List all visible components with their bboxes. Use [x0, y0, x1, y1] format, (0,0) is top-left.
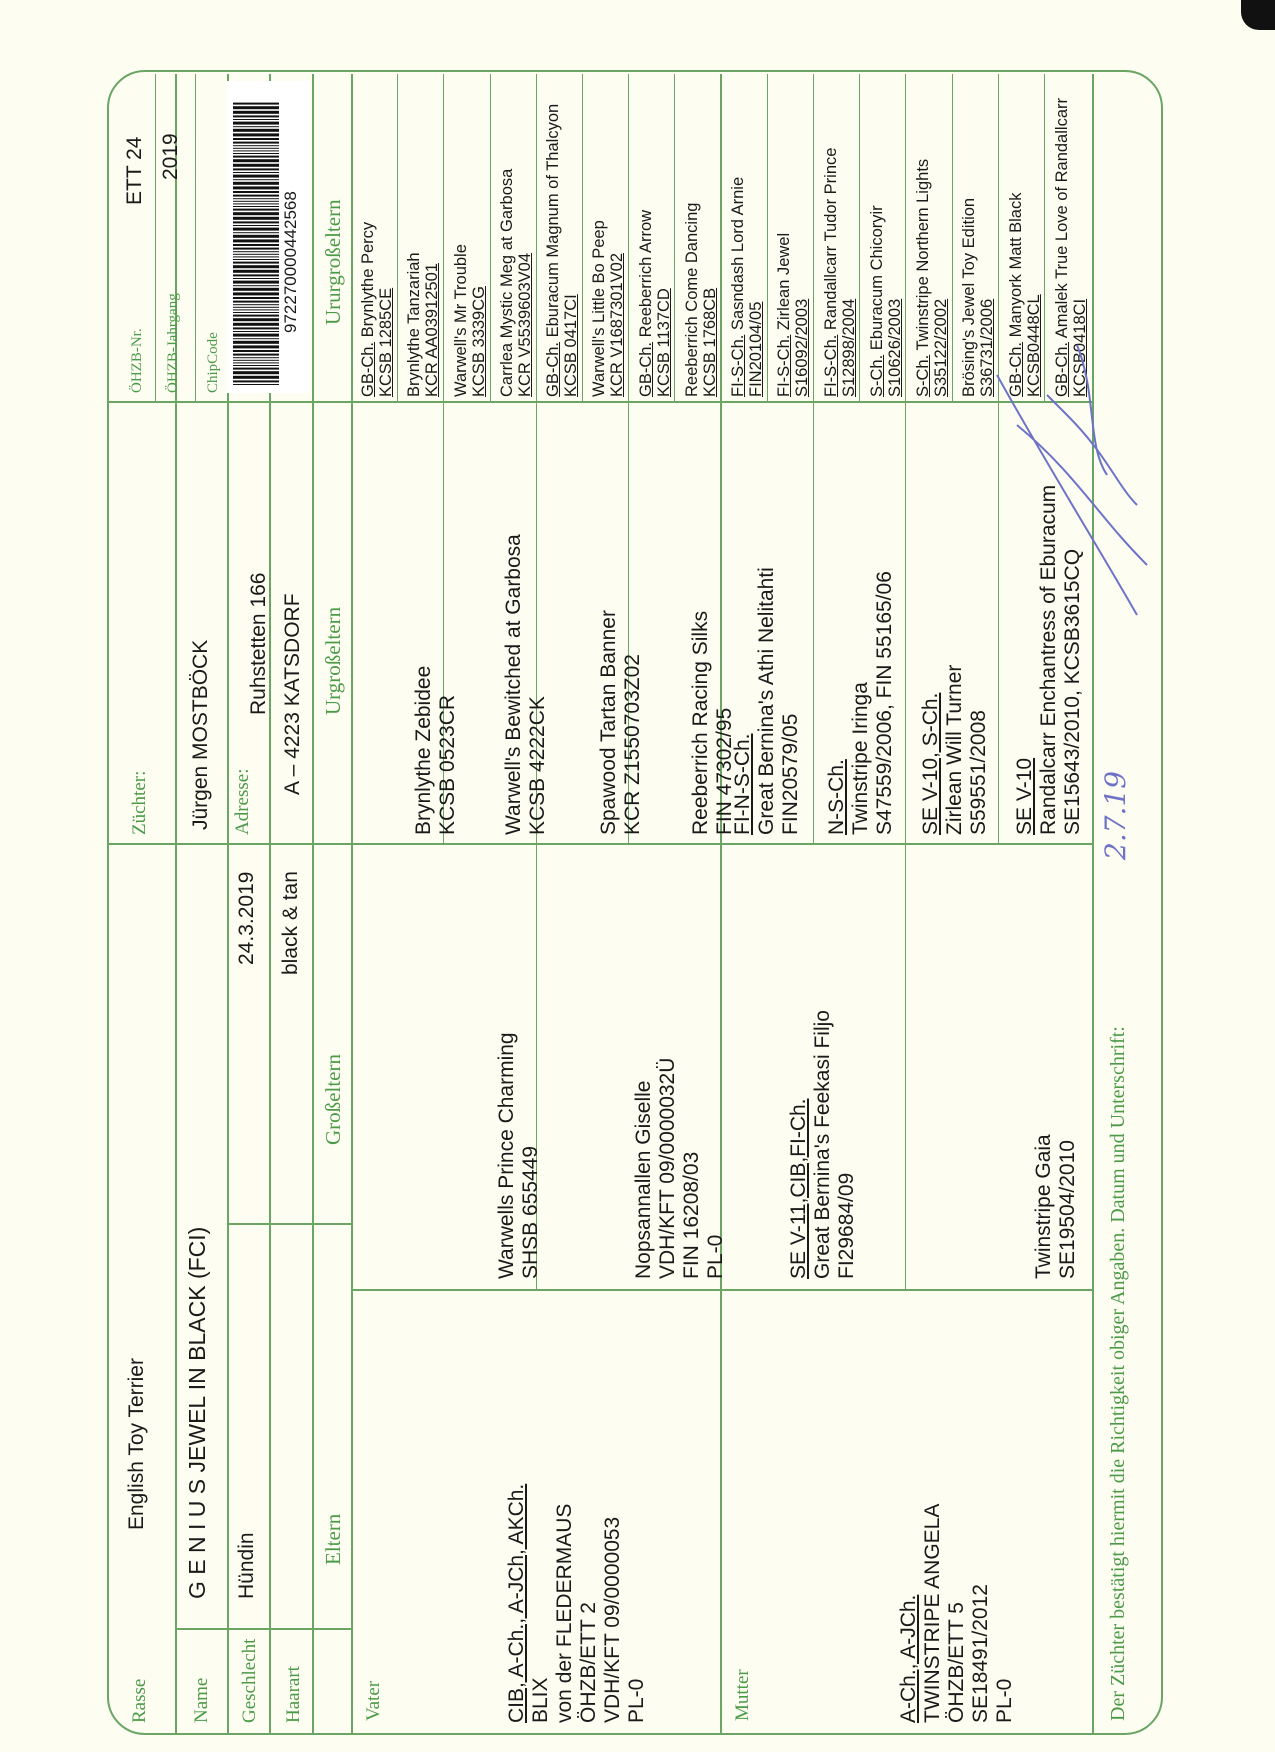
barcode-bar [233, 209, 279, 211]
ururgrosseltern-entry [775, 233, 811, 397]
ururgrosseltern-reg: KCSB 3339CG [469, 286, 488, 397]
barcode-bar [233, 217, 279, 220]
ururgrosseltern-title: GB-Ch. [359, 341, 377, 397]
sixteenth-divider [582, 74, 583, 403]
great-grandparent-line: Great Bernina's Athi Nelitahti [755, 567, 778, 835]
barcode-bar [233, 254, 279, 255]
great-grandparent-line: Twinstripe Iringa [849, 682, 872, 835]
grandparent-line: PL-0 [704, 1234, 727, 1279]
geburtsdatum-value: 24.3.2019 [235, 871, 258, 965]
great-grandparent-line: KCSB 4222CK [526, 696, 549, 835]
chipcode-label: ChipCode [205, 332, 221, 393]
ohzb-jahrgang-value: 2019 [159, 133, 182, 180]
great-grandparent-entry [919, 665, 991, 835]
great-grandparent-title: N-S-Ch. [825, 759, 848, 835]
barcode-bar [233, 119, 279, 120]
ururgrosseltern-title: FI-S-Ch. [729, 334, 747, 397]
barcode-bar [233, 304, 279, 305]
chipcode-sticker [227, 81, 309, 393]
footer-confirmation: Der Züchter bestätigt hiermit die Richtigkeit obiger Angaben. Datum und Unterschrift: [1107, 1026, 1129, 1721]
handwritten-signature [987, 325, 1157, 625]
barcode-bar [233, 368, 279, 370]
ururgrosseltern-reg: KCSB0448CL [1024, 294, 1043, 397]
barcode-bar [233, 251, 279, 252]
great-grandparent-line: Reeberrich Racing Silks [689, 610, 712, 835]
grandparent-entry [632, 1058, 728, 1279]
barcode-bar [233, 145, 279, 146]
eighth-divider [813, 74, 814, 845]
vater-line: ÖHZB/ETT 2 [577, 1602, 600, 1723]
ururgrosseltern-name: Carrlea Mystic Meg at Garbosa [497, 168, 516, 397]
barcode-bar [233, 270, 279, 273]
grandparent-line: Warwells Prince Charming [495, 1032, 518, 1279]
ururgrosseltern-reg: KCSB 1768CB [700, 287, 719, 397]
barcode-bar [233, 301, 279, 303]
ururgrosseltern-name: Brynlythe Tanzariah [405, 252, 424, 397]
barcode-bar [233, 327, 279, 329]
ururgrosseltern-reg: KCSB 0417CI [562, 294, 580, 397]
great-grandparent-line: Brynlythe Zebidee [412, 665, 435, 835]
barcode-bar [233, 274, 279, 276]
barcode-bar [233, 232, 279, 233]
geschlecht-label: Geschlecht [239, 1638, 260, 1723]
ururgrosseltern-reg: S35122/2002 [932, 298, 950, 397]
barcode-bar [233, 203, 279, 204]
barcode-bar [233, 201, 279, 202]
barcode-bar [233, 122, 279, 125]
barcode-bar [233, 318, 279, 321]
ururgrosseltern-reg: S36731/2006 [978, 298, 997, 397]
barcode-bar [233, 186, 279, 189]
great-grandparent-entry [689, 611, 737, 835]
ururgrosseltern-reg: KCSB 1285CE [377, 287, 395, 397]
ohzb-nr-label: ÖHZB-Nr. [129, 328, 145, 393]
zuechter-value: Jürgen MOSTBÖCK [189, 639, 212, 830]
ururgrosseltern-name: Eburacum Chicoryir [867, 205, 886, 351]
barcode-bar [233, 248, 279, 250]
ururgrosseltern-name: Eburacum Magnum of Thalcyon [544, 103, 562, 338]
barcode-bar [233, 350, 279, 352]
barcode-bar [233, 159, 279, 162]
barcode-bar [233, 297, 279, 299]
great-grandparent-line: S47559/2006, FIN 55165/06 [873, 571, 896, 835]
ururgrosseltern-reg: S10626/2003 [885, 298, 904, 397]
vater-entry [505, 1484, 649, 1723]
barcode-bar [233, 288, 279, 291]
grandparent-entry [1032, 1134, 1080, 1279]
barcode-bar [233, 365, 279, 366]
grandparent-line: SHSB 655449 [519, 1145, 542, 1279]
great-grandparent-line: FIN 47302/95 [713, 707, 736, 835]
ururgrosseltern-reg: FIN20104/05 [747, 301, 765, 397]
great-grandparent-line: SE15643/2010, KCSB3615CQ [1061, 548, 1084, 835]
adresse-street: Ruhstetten 166 [247, 572, 270, 715]
barcode-bar [233, 156, 279, 158]
ohzb-jahrgang-label: ÖHZB-Jahrgang [165, 293, 181, 393]
barcode-bar [233, 265, 279, 268]
barcode-bar [233, 323, 279, 326]
barcode-bar [233, 228, 279, 231]
col-divider [107, 401, 1092, 403]
ururgrosseltern-entry [590, 220, 626, 397]
barcode-bar [233, 256, 279, 257]
barcode-bar [233, 285, 279, 286]
ururgrosseltern-entry [868, 205, 904, 397]
grosseltern-header: Großeltern [321, 1054, 345, 1145]
barcode-bar [233, 212, 279, 215]
geschlecht-value: Hündin [235, 1532, 258, 1599]
grandparent-entry [787, 1010, 859, 1279]
great-grandparent-entry [597, 610, 645, 835]
ururgrosseltern-name: Sasndash Lord Arnie [729, 176, 747, 331]
ururgrosseltern-name: Randallcarr Tudor Prince [821, 147, 840, 331]
zuechter-label: Züchter: [129, 770, 150, 835]
barcode-bar [233, 235, 279, 238]
ururgrosseltern-name: Twinstripe Northern Lights [914, 158, 932, 351]
great-grandparent-entry [412, 666, 460, 835]
ururgrosseltern-entry [637, 210, 673, 397]
half-divider [720, 74, 722, 1735]
ururgrosseltern-name: Reeberrich Come Dancing [682, 202, 701, 397]
mutter-name: TWINSTRIPE ANGELA [921, 1503, 944, 1723]
ururgrosseltern-name: Brösing's Jewel Toy Edition [960, 197, 979, 397]
barcode-bar [233, 168, 279, 170]
vater-line: von der FLEDERMAUS [553, 1503, 576, 1723]
barcode-bar [233, 331, 279, 332]
pedigree-form [107, 70, 1163, 1735]
barcode-bar [233, 244, 279, 246]
ururgrosseltern-entry [405, 252, 441, 397]
barcode-bar [233, 150, 279, 151]
grandparent-line: FI29684/09 [835, 1172, 858, 1279]
ururgrosseltern-reg: KCR AA03912501 [423, 263, 442, 397]
barcode-bar [233, 371, 279, 374]
barcode-bar [233, 172, 279, 173]
ururgrosseltern-reg: KCR V5539603V04 [515, 252, 534, 397]
ururgrosseltern-entry [359, 222, 395, 397]
ururgrosseltern-reg: KCR V1687301V02 [608, 252, 627, 397]
barcode-bar [233, 111, 279, 114]
grandparent-line: FIN 16208/03 [680, 1151, 703, 1279]
ururgrosseltern-entry [683, 203, 719, 397]
barcode-bar [233, 195, 279, 197]
adresse-city: A – 4223 KATSDORF [281, 593, 304, 795]
barcode-bar [233, 239, 279, 242]
vater-name: BLIX [529, 1677, 552, 1723]
grandparent-line: Twinstripe Gaia [1032, 1134, 1055, 1279]
barcode-bar [233, 133, 279, 136]
ururgrosseltern-reg: S16092/2003 [793, 298, 812, 397]
great-grandparent-entry [731, 567, 803, 835]
barcode-bar [233, 148, 279, 149]
ururgrosseltern-title: GB-Ch. [636, 341, 655, 397]
ururgrosseltern-entry [452, 244, 488, 397]
great-grandparent-title: FI-N-S-Ch. [731, 733, 754, 835]
row-divider [155, 74, 156, 403]
ururgrosseltern-title: S-Ch. [867, 354, 886, 397]
barcode-bar [233, 138, 279, 140]
barcode-bar [233, 103, 279, 105]
ururgrosseltern-reg: S12898/2004 [839, 298, 858, 397]
urgrosseltern-header: Urgroßeltern [321, 606, 345, 715]
row-divider [1092, 74, 1094, 1735]
ururgrosseltern-header: Ururgroßeltern [321, 199, 345, 325]
grandparent-title: SE V-11,CIB,FI-Ch. [787, 1098, 810, 1279]
vater-line: VDH/KFT 09/0000053 [601, 1516, 624, 1723]
vater-line: PL-0 [625, 1678, 648, 1723]
haarart-value: black & tan [279, 871, 302, 975]
barcode-bar [233, 259, 279, 260]
barcode-image [233, 87, 279, 387]
sixteenth-divider [767, 74, 768, 403]
barcode-bar [233, 206, 279, 207]
great-grandparent-entry [502, 534, 550, 835]
row-divider [351, 74, 353, 1735]
barcode-bar [233, 307, 279, 308]
ururgrosseltern-entry [822, 148, 858, 397]
great-grandparent-line: S59551/2008 [967, 710, 990, 835]
ururgrosseltern-title: GB-Ch. [1052, 341, 1071, 397]
adresse-label: Adresse: [232, 768, 253, 835]
barcode-bar [233, 198, 279, 199]
ururgrosseltern-entry [544, 104, 580, 397]
mutter-label: Mutter [732, 1669, 753, 1721]
barcode-bar [233, 315, 279, 317]
barcode-bar [233, 338, 279, 339]
sixteenth-divider [490, 74, 491, 403]
barcode-bar [233, 341, 279, 344]
ururgrosseltern-title: GB-Ch. [544, 341, 562, 397]
great-grandparent-title: SE V-10, S-Ch. [919, 692, 942, 835]
ururgrosseltern-name: Amalek True Love of Randallcarr [1052, 98, 1071, 339]
barcode-bar [233, 142, 279, 144]
scan-corner-mark [1241, 0, 1275, 30]
rasse-value: English Toy Terrier [125, 1358, 148, 1530]
grandparent-entry [495, 1032, 543, 1279]
barcode-bar [233, 376, 279, 379]
ururgrosseltern-name: Zirlean Jewel [775, 232, 794, 331]
barcode-bar [233, 115, 279, 117]
vater-label: Vater [363, 1680, 384, 1721]
ururgrosseltern-name: Manyork Matt Black [1006, 192, 1025, 338]
ururgrosseltern-title: FI-S-Ch. [821, 334, 840, 397]
barcode-bar [233, 153, 279, 154]
ohzb-nr-value: ETT 24 [123, 136, 146, 205]
barcode-bar [233, 106, 279, 109]
barcode-bar [233, 126, 279, 127]
barcode-bar [233, 357, 279, 358]
barcode-bar [233, 292, 279, 295]
great-grandparent-entry [825, 571, 897, 835]
barcode-bar [233, 312, 279, 313]
barcode-bar [233, 179, 279, 180]
great-grandparent-line: KCR Z1550703Z02 [621, 654, 644, 835]
barcode-bar [233, 164, 279, 167]
barcode-bar [233, 191, 279, 193]
row-divider [312, 74, 314, 1735]
ururgrosseltern-title: GB-Ch. [1006, 341, 1025, 397]
col-divider [107, 843, 1092, 845]
mutter-entry [897, 1504, 1017, 1723]
eltern-header: Eltern [321, 1513, 345, 1565]
ururgrosseltern-name: Brynlythe Percy [359, 221, 377, 338]
barcode-bar [233, 362, 279, 363]
great-grandparent-line: Warwell's Bewitched at Garbosa [502, 534, 525, 835]
ururgrosseltern-entry [498, 169, 534, 397]
name-label: Name [191, 1677, 212, 1723]
great-grandparent-title: SE V-10 [1013, 757, 1036, 835]
grandparent-line: VDH/KFT 09/0000032Ü [656, 1057, 679, 1279]
barcode-bar [233, 175, 279, 178]
barcode-bar [233, 334, 279, 337]
ururgrosseltern-reg: KCSB0418CI [1070, 298, 1089, 397]
great-grandparent-line: FIN20579/05 [779, 713, 802, 835]
ururgrosseltern-name: Warwell's Little Bo Peep [590, 220, 609, 397]
sixteenth-divider [859, 74, 860, 403]
vater-title: CIB, A-Ch., A-JCh, AKCh. [505, 1483, 528, 1723]
ururgrosseltern-entry [914, 159, 950, 397]
barcode-bar [233, 262, 279, 264]
barcode-bar [233, 309, 279, 310]
barcode-bar [233, 360, 279, 361]
great-grandparent-line: Spawood Tartan Banner [597, 610, 620, 835]
quarter-divider [905, 74, 906, 1291]
mutter-line: SE18491/2012 [969, 1584, 992, 1723]
barcode-bar [233, 221, 279, 223]
grandparent-line: Nopsannallen Giselle [632, 1080, 655, 1279]
great-grandparent-line: KCSB 0523CR [436, 694, 459, 835]
col-divider [227, 1223, 351, 1225]
row-divider [195, 74, 196, 403]
ururgrosseltern-reg: KCSB 1137CD [654, 288, 673, 397]
barcode-bar [233, 345, 279, 348]
rasse-label: Rasse [129, 1678, 150, 1723]
grandparent-line: SE19504/2010 [1056, 1140, 1079, 1279]
great-grandparent-line: Zirlean Will Turner [943, 664, 966, 835]
name-value: G E N I U S JEWEL IN BLACK (FCI) [184, 1226, 210, 1599]
ururgrosseltern-title: S-Ch. [914, 354, 932, 397]
mutter-title: A-Ch., A-JCh. [897, 1594, 920, 1723]
col-divider [175, 1628, 351, 1630]
barcode-bar [233, 182, 279, 185]
barcode-bar [233, 129, 279, 132]
ururgrosseltern-name: Warwell's Mr Trouble [451, 244, 470, 397]
ururgrosseltern-entry [729, 177, 765, 397]
haarart-label: Haarart [283, 1666, 304, 1723]
ururgrosseltern-title: FI-S-Ch. [775, 334, 794, 397]
barcode-bar [233, 380, 279, 382]
sixteenth-divider [397, 74, 398, 403]
signature-date: 2.7.19 [1099, 770, 1132, 860]
great-grandparent-line: Randalcarr Enchantress of Eburacum [1037, 484, 1060, 835]
chipcode-value: 972270000442568 [281, 191, 300, 333]
barcode-bar [233, 384, 279, 385]
ururgrosseltern-name: Reeberrich Arrow [636, 209, 655, 338]
mutter-line: ÖHZB/ETT 5 [945, 1602, 968, 1723]
barcode-bar [233, 354, 279, 356]
barcode-bar [233, 278, 279, 279]
sixteenth-divider [674, 74, 675, 403]
barcode-bar [233, 281, 279, 284]
sixteenth-divider [952, 74, 953, 403]
barcode-bar [233, 225, 279, 226]
mutter-line: PL-0 [993, 1678, 1016, 1723]
grandparent-line: Great Bernina's Feekasi Filjo [811, 1010, 834, 1279]
